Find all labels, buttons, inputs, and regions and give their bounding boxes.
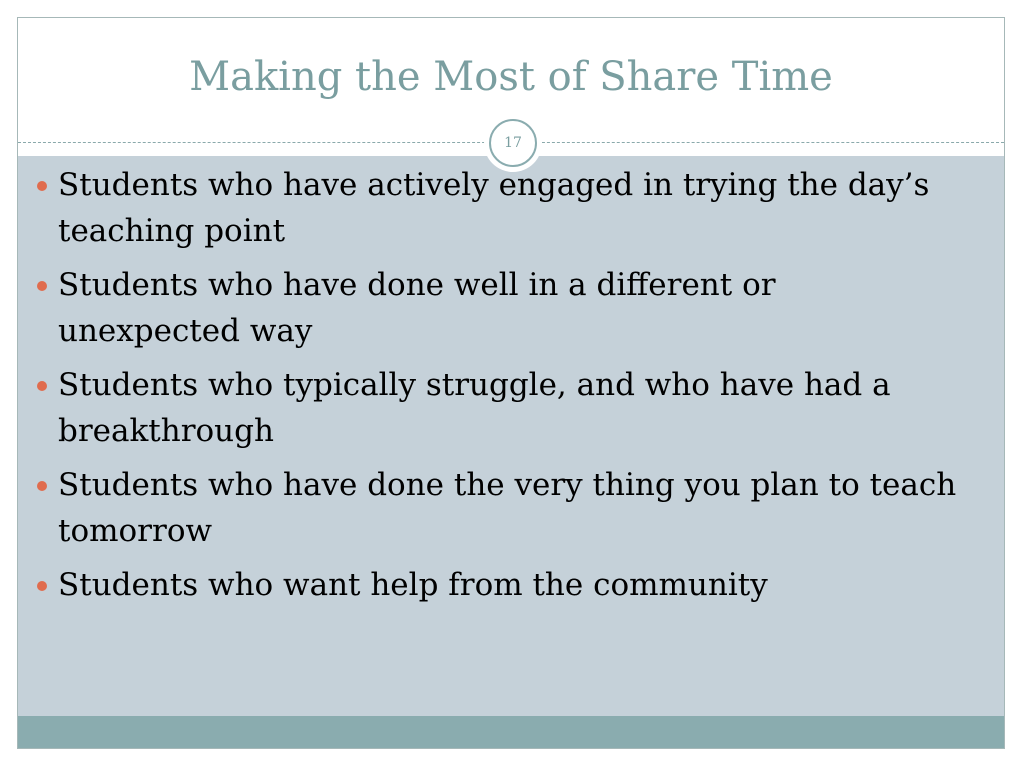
bullet-dot-icon [37,181,47,191]
bullet-text: Students who have done the very thing you plan to teach tomorrow [58,467,957,549]
bullet-text: Students who want help from the community [58,567,768,603]
slide-number: 17 [489,119,537,167]
bullet-item [37,262,957,354]
bullet-text: Students who typically struggle, and who have had a breakthrough [58,367,891,449]
footer-bar [18,716,1004,749]
slide-title: Making the Most of Share Time [189,54,833,100]
bullet-text: Students who have done well in a different or unexpected way [58,267,776,349]
bullet-dot-icon [37,281,47,291]
bullet-text: Students who have actively engaged in trying the day’s teaching point [58,167,930,249]
bullet-list [37,162,957,616]
bullet-dot-icon [37,481,47,491]
bullet-dot-icon [37,381,47,391]
bullet-item [37,462,957,554]
bullet-dot-icon [37,581,47,591]
bullet-item [37,162,957,254]
bullet-item [37,562,957,608]
bullet-item [37,362,957,454]
